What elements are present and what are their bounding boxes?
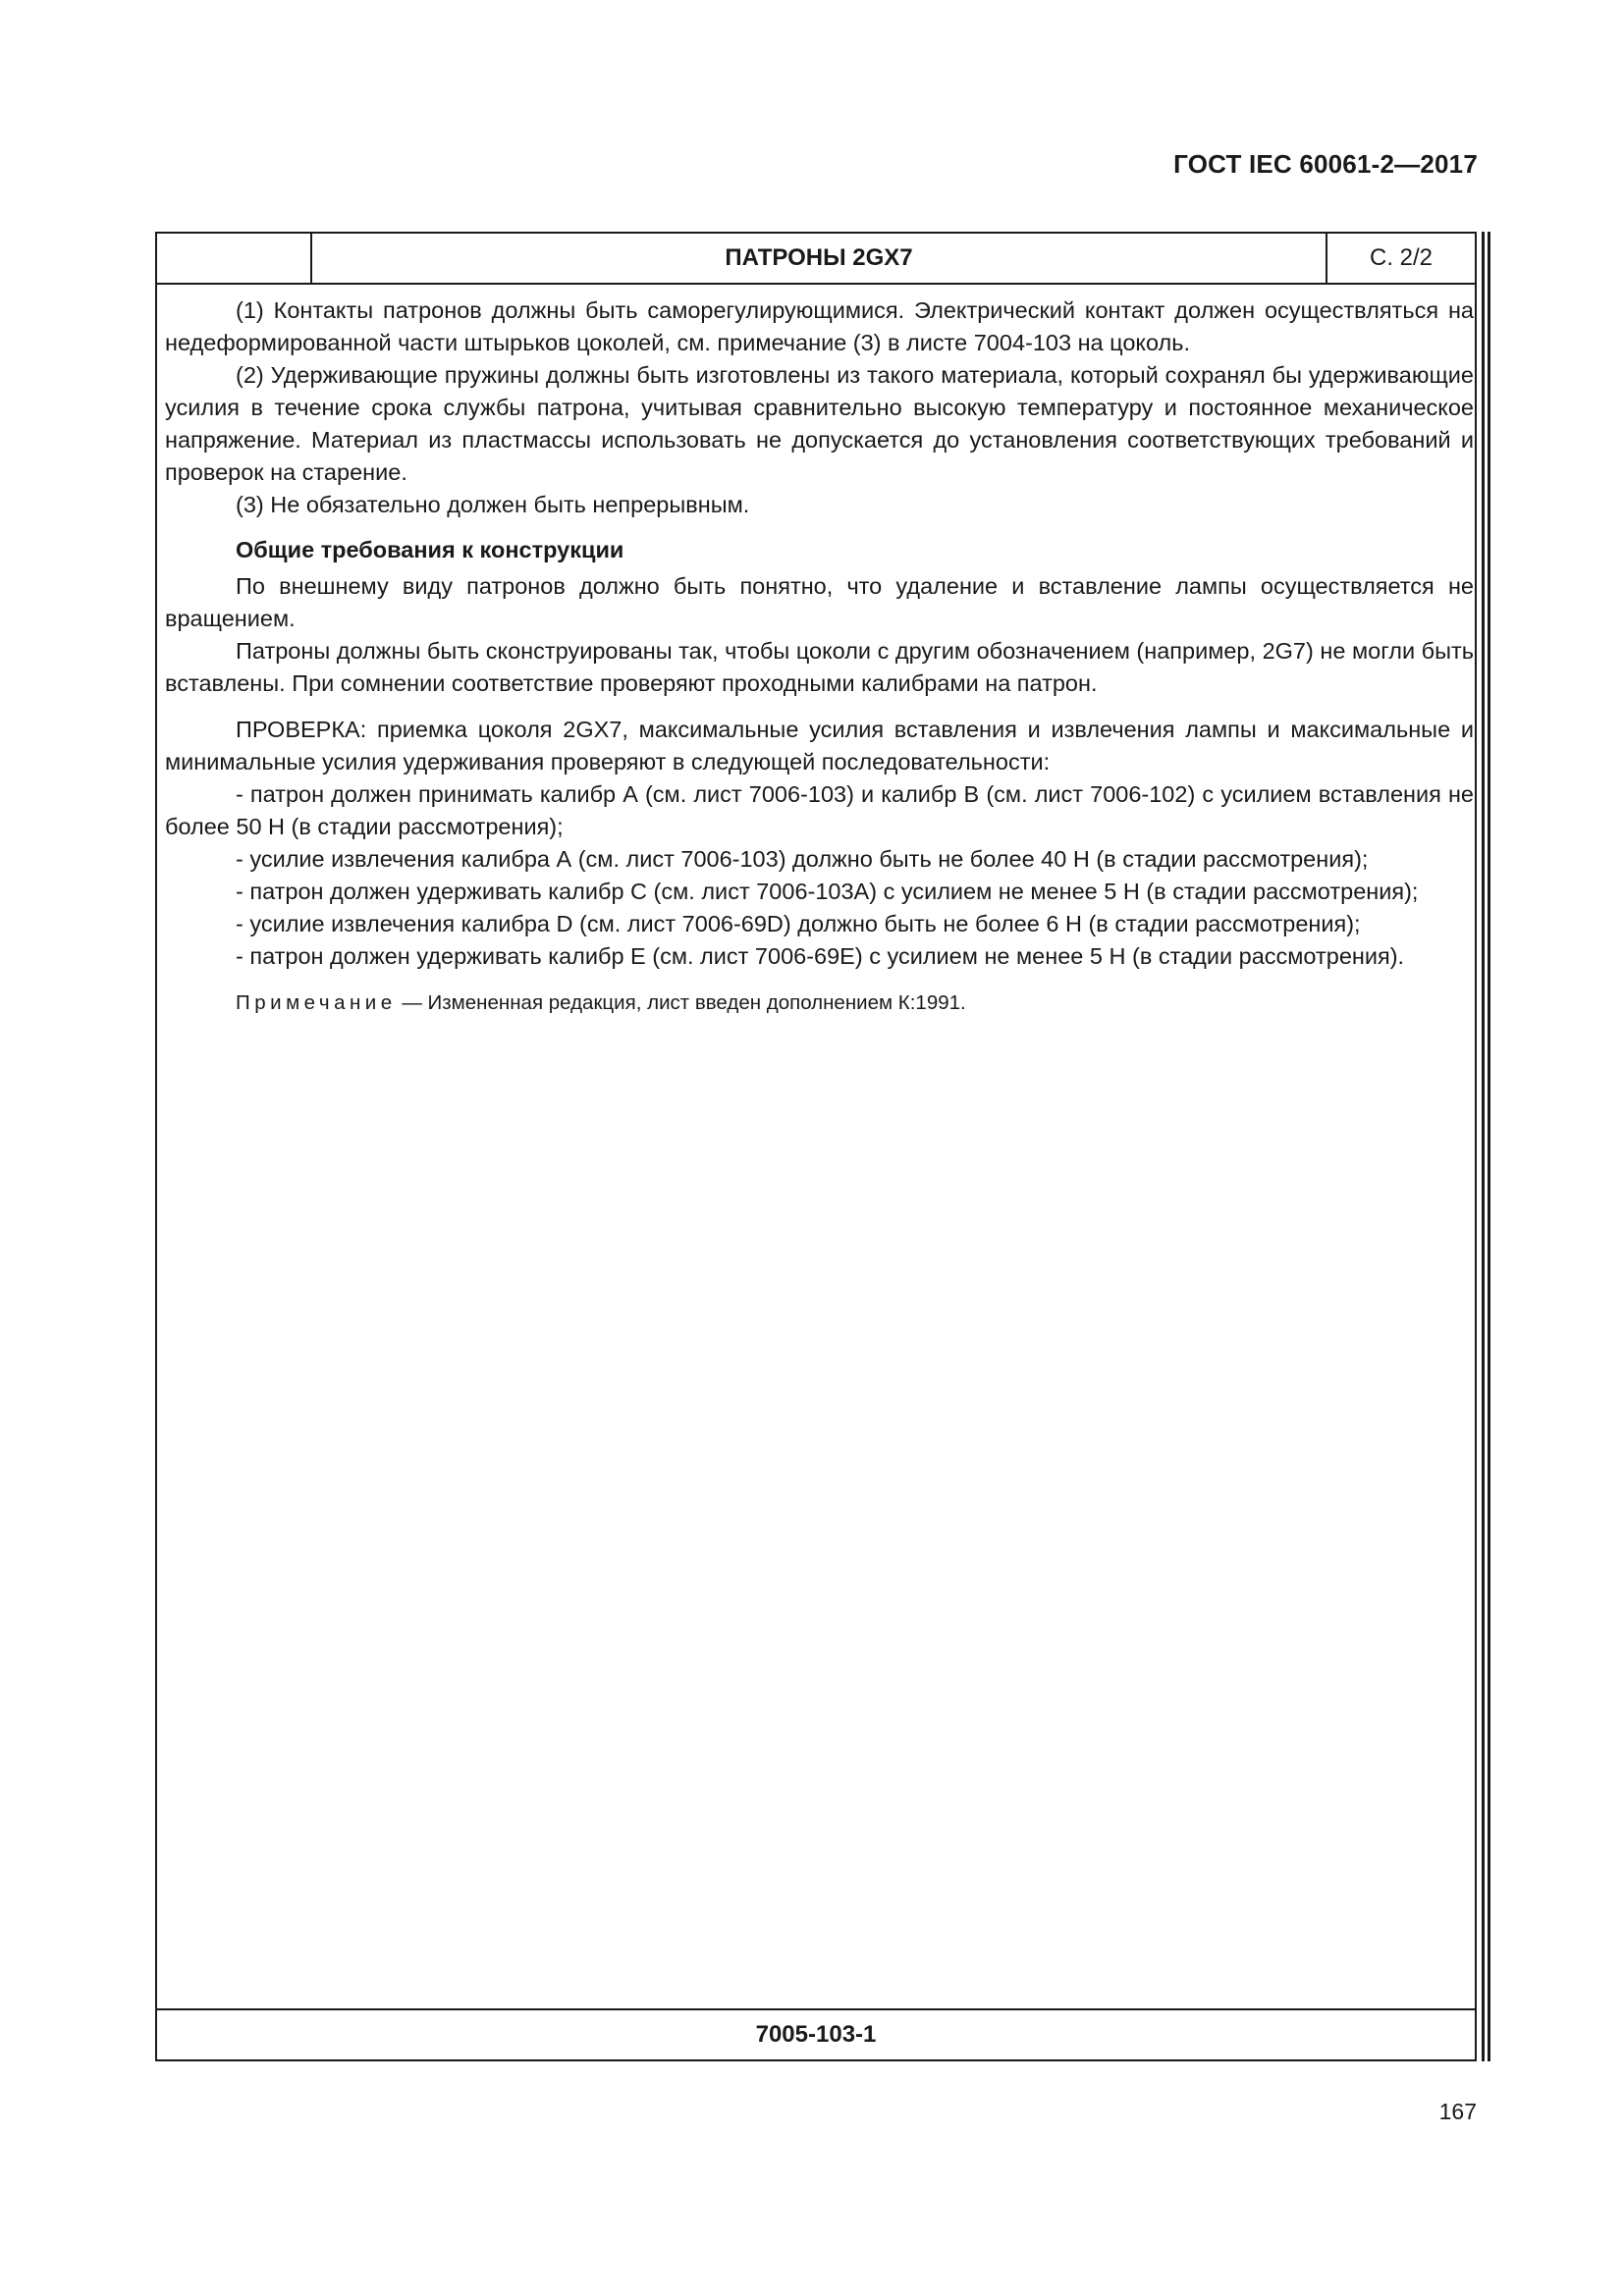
sheet-frame bbox=[155, 232, 1477, 2061]
frame-double-rule bbox=[1488, 232, 1490, 2061]
sheet-body bbox=[165, 294, 1474, 1019]
header-empty-cell bbox=[157, 234, 312, 283]
document-code: ГОСТ IEC 60061-2—2017 bbox=[1173, 149, 1478, 179]
sheet-footer-id: 7005-103-1 bbox=[157, 2008, 1475, 2059]
note-paragraph: (2) Удерживающие пружины должны быть изготовлены из такого материала, который сохранял бы удерживающие усилия в течение срока службы патрона, учитывая сравнительно высокую температуру и постоянное механическое напряжение. Материал из пластмассы использовать не допускается до установления соответствующих требований и проверок на старение. bbox=[165, 362, 1474, 485]
sheet-title: ПАТРОНЫ 2GX7 bbox=[312, 234, 1327, 283]
footnote bbox=[165, 987, 1474, 1019]
check-item: - усилие извлечения калибра D (см. лист 7006-69D) должно быть не более 6 Н (в стадии рассмотрения); bbox=[236, 911, 1361, 936]
body-paragraph: По внешнему виду патронов должно быть понятно, что удаление и вставление лампы осуществляется не вращением. bbox=[165, 573, 1474, 631]
note-paragraph: (3) Не обязательно должен быть непрерывным. bbox=[236, 492, 750, 517]
sheet-header bbox=[157, 234, 1475, 285]
page-number: 167 bbox=[1438, 2099, 1477, 2124]
check-item: - патрон должен удерживать калибр Е (см. лист 7006-69Е) с усилием не менее 5 Н (в стадии рассмотрения). bbox=[236, 943, 1405, 969]
check-intro: ПРОВЕРКА: приемка цоколя 2GX7, максимальные усилия вставления и извлечения лампы и максимальные и минимальные усилия удерживания проверяют в следующей последовательности: bbox=[165, 717, 1474, 774]
check-item: - патрон должен удерживать калибр С (см. лист 7006-103А) с усилием не менее 5 Н (в стадии рассмотрения); bbox=[236, 879, 1419, 904]
note-label: Примечание bbox=[236, 991, 397, 1014]
note-paragraph: (1) Контакты патронов должны быть саморегулирующимися. Электрический контакт должен осуществляться на недеформированной части штырьков цоколей, см. примечание (3) в листе 7004-103 на цоколь. bbox=[165, 297, 1474, 355]
body-paragraph: Патроны должны быть сконструированы так, чтобы цоколи с другим обозначением (например, 2G7) не могли быть вставлены. При сомнении соответствие проверяют проходными калибрами на патрон. bbox=[165, 638, 1474, 696]
sheet-page-ref: С. 2/2 bbox=[1369, 244, 1434, 271]
frame-double-rule bbox=[1482, 232, 1485, 2061]
section-heading: Общие требования к конструкции bbox=[236, 537, 624, 562]
check-item: - усилие извлечения калибра А (см. лист 7006-103) должно быть не более 40 Н (в стадии рассмотрения); bbox=[236, 846, 1369, 872]
note-text: — Измененная редакция, лист введен дополнением К:1991. bbox=[396, 991, 966, 1014]
check-item: - патрон должен принимать калибр А (см. лист 7006-103) и калибр В (см. лист 7006-102) с усилием вставления не более 50 Н (в стадии рассмотрения); bbox=[165, 781, 1474, 839]
